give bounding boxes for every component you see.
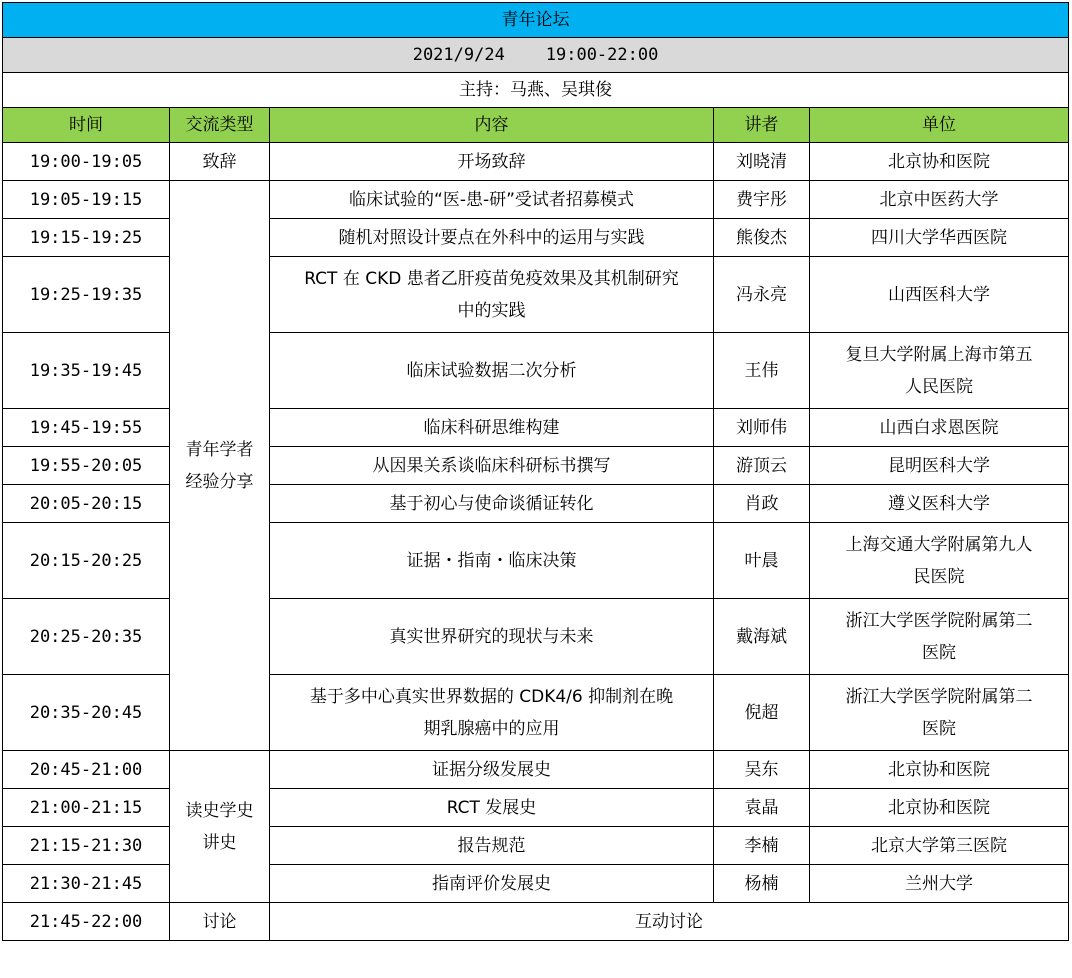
content-cell: 开场致辞 [270,143,714,181]
date-time: 2021/9/24 19:00-22:00 [3,38,1069,73]
time-cell: 19:55-20:05 [3,447,170,485]
header-row [3,108,1069,143]
unit-cell: 复旦大学附属上海市第五人民医院 [810,333,1069,409]
time-cell: 20:25-20:35 [3,599,170,675]
speaker-cell: 刘晓清 [714,143,810,181]
content-cell: 基于多中心真实世界数据的 CDK4/6 抑制剂在晚期乳腺癌中的应用 [270,675,714,751]
time-cell: 19:05-19:15 [3,181,170,219]
speaker-cell: 游顶云 [714,447,810,485]
content-cell: RCT 发展史 [270,789,714,827]
speaker-cell: 叶晨 [714,523,810,599]
unit-cell: 上海交通大学附属第九人民医院 [810,523,1069,599]
time-cell: 20:05-20:15 [3,485,170,523]
table-row [3,143,1069,181]
table-row [3,789,1069,827]
time-cell: 19:45-19:55 [3,409,170,447]
header-unit: 单位 [810,108,1069,143]
type-cell: 致辞 [170,143,270,181]
table-row [3,865,1069,903]
table-row [3,181,1069,219]
table-row [3,447,1069,485]
content-cell: 真实世界研究的现状与未来 [270,599,714,675]
time-cell: 19:15-19:25 [3,219,170,257]
table-row [3,903,1069,941]
content-cell: 临床试验数据二次分析 [270,333,714,409]
title-row [3,3,1069,38]
time-cell: 20:45-21:00 [3,751,170,789]
date-row [3,38,1069,73]
table-row [3,675,1069,751]
speaker-cell: 戴海斌 [714,599,810,675]
time-cell: 19:35-19:45 [3,333,170,409]
speaker-cell: 刘师伟 [714,409,810,447]
content-cell: 临床科研思维构建 [270,409,714,447]
content-cell: 证据分级发展史 [270,751,714,789]
unit-cell: 北京大学第三医院 [810,827,1069,865]
table-row [3,333,1069,409]
unit-cell: 兰州大学 [810,865,1069,903]
time-cell: 21:30-21:45 [3,865,170,903]
time-cell: 21:45-22:00 [3,903,170,941]
speaker-cell: 冯永亮 [714,257,810,333]
host-row [3,73,1069,108]
speaker-cell: 李楠 [714,827,810,865]
unit-cell: 浙江大学医学院附属第二医院 [810,599,1069,675]
content-cell: 随机对照设计要点在外科中的运用与实践 [270,219,714,257]
table-row [3,409,1069,447]
table-row [3,219,1069,257]
schedule-table [2,2,1069,941]
header-speaker: 讲者 [714,108,810,143]
content-cell: 基于初心与使命谈循证转化 [270,485,714,523]
table-row [3,751,1069,789]
header-content: 内容 [270,108,714,143]
header-type: 交流类型 [170,108,270,143]
time-cell: 19:00-19:05 [3,143,170,181]
content-cell: 指南评价发展史 [270,865,714,903]
header-time: 时间 [3,108,170,143]
time-cell: 19:25-19:35 [3,257,170,333]
unit-cell: 四川大学华西医院 [810,219,1069,257]
type-cell: 讨论 [170,903,270,941]
content-cell: 从因果关系谈临床科研标书撰写 [270,447,714,485]
content-cell: 互动讨论 [270,903,1069,941]
time-cell: 21:00-21:15 [3,789,170,827]
type-cell-history: 读史学史讲史 [170,751,270,903]
unit-cell: 北京协和医院 [810,751,1069,789]
time-cell: 20:35-20:45 [3,675,170,751]
content-cell: 证据・指南・临床决策 [270,523,714,599]
time-cell: 20:15-20:25 [3,523,170,599]
unit-cell: 浙江大学医学院附属第二医院 [810,675,1069,751]
content-cell: 临床试验的“医-患-研”受试者招募模式 [270,181,714,219]
unit-cell: 山西医科大学 [810,257,1069,333]
table-row [3,257,1069,333]
unit-cell: 北京协和医院 [810,789,1069,827]
table-row [3,485,1069,523]
speaker-cell: 倪超 [714,675,810,751]
speaker-cell: 熊俊杰 [714,219,810,257]
table-title: 青年论坛 [3,3,1069,38]
unit-cell: 昆明医科大学 [810,447,1069,485]
content-cell: 报告规范 [270,827,714,865]
host: 主持：马燕、吴琪俊 [3,73,1069,108]
unit-cell: 遵义医科大学 [810,485,1069,523]
speaker-cell: 费宇彤 [714,181,810,219]
unit-cell: 山西白求恩医院 [810,409,1069,447]
time-cell: 21:15-21:30 [3,827,170,865]
table-row [3,523,1069,599]
speaker-cell: 袁晶 [714,789,810,827]
unit-cell: 北京协和医院 [810,143,1069,181]
speaker-cell: 杨楠 [714,865,810,903]
content-cell: RCT 在 CKD 患者乙肝疫苗免疫效果及其机制研究中的实践 [270,257,714,333]
table-row [3,599,1069,675]
speaker-cell: 吴东 [714,751,810,789]
type-cell-young: 青年学者经验分享 [170,181,270,751]
speaker-cell: 肖政 [714,485,810,523]
unit-cell: 北京中医药大学 [810,181,1069,219]
speaker-cell: 王伟 [714,333,810,409]
table-row [3,827,1069,865]
